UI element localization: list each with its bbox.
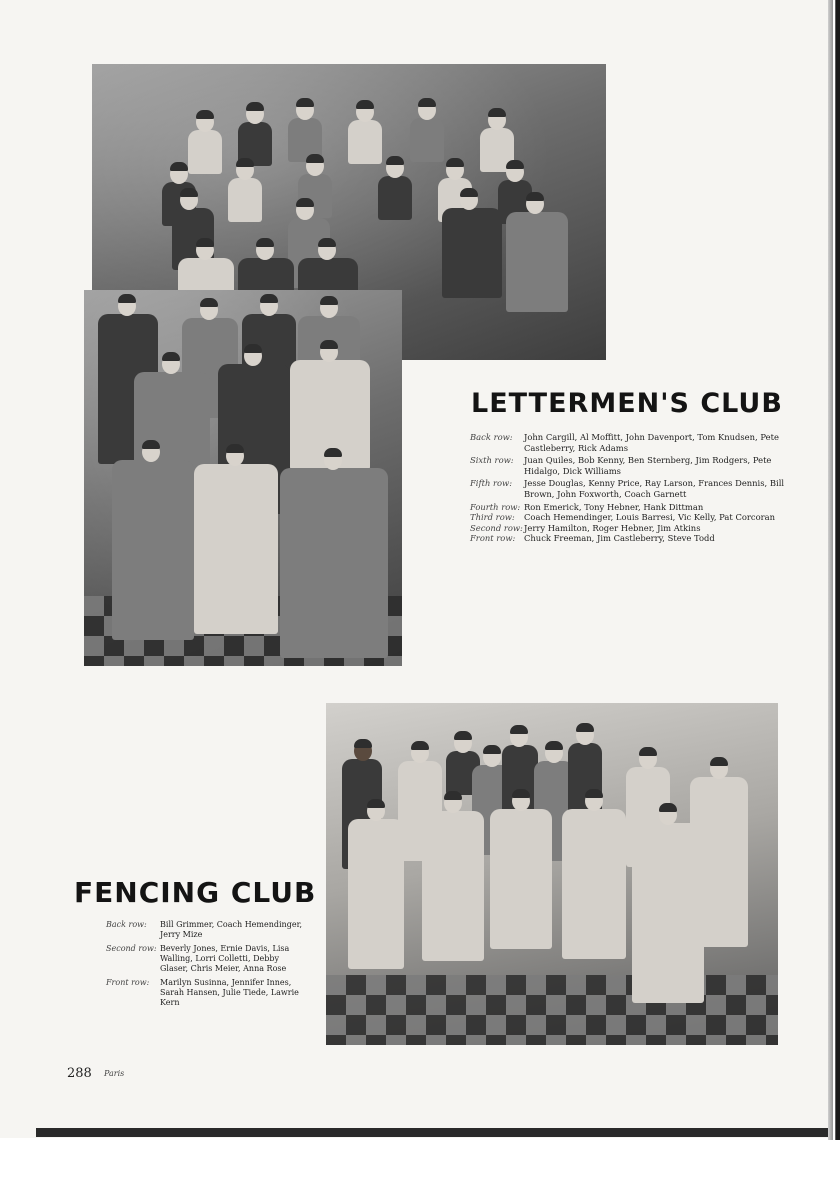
roster-row <box>470 512 788 523</box>
fencing-club-title: FENCING CLUB <box>74 876 317 909</box>
roster-row-label: Second row: <box>106 944 157 953</box>
school-name: Paris <box>104 1069 125 1078</box>
roster-row-names: Juan Quiles, Bob Kenny, Ben Sternberg, Jim Rodgers, Pete Hidalgo, Dick Williams <box>524 455 772 476</box>
roster-row <box>470 455 788 476</box>
roster-row <box>470 533 788 544</box>
roster-row <box>470 502 788 513</box>
roster-row-names: Coach Hemendinger, Louis Barresi, Vic Kelly, Pat Corcoran <box>524 512 776 523</box>
roster-row <box>470 478 788 499</box>
roster-row-names: Jesse Douglas, Kenny Price, Ray Larson, Frances Dennis, Bill Brown, John Foxworth, Coach Garnett <box>524 478 785 499</box>
roster-row <box>106 978 304 1008</box>
roster-row-label: Sixth row: <box>470 455 514 466</box>
roster-row-names: Chuck Freeman, Jim Castleberry, Steve Todd <box>524 533 715 544</box>
roster-row <box>106 920 304 940</box>
roster-row <box>470 523 788 534</box>
page-edge <box>828 0 840 1140</box>
roster-row-names: Beverly Jones, Ernie Davis, Lisa Walling, Lorri Colletti, Debby Glaser, Chris Meier, Anna Rose <box>160 944 290 973</box>
page-bottom-edge <box>36 1128 828 1137</box>
roster-row-names: Marilyn Susinna, Jennifer Innes, Sarah Hansen, Julie Tiede, Lawrie Kern <box>160 978 299 1007</box>
roster-row-label: Back row: <box>470 432 513 442</box>
roster-row-names: Jerry Hamilton, Roger Hebner, Jim Atkins <box>524 522 701 533</box>
roster-row-label: Front row: <box>470 533 516 544</box>
roster-row-names: John Cargill, Al Moffitt, John Davenport, Tom Knudsen, Pete Castleberry, Rick Adams <box>524 432 779 453</box>
roster-row-label: Front row: <box>106 978 150 987</box>
page-number: 288 <box>67 1066 92 1081</box>
roster-row-label: Fifth row: <box>470 478 513 489</box>
roster-row-names: Ron Emerick, Tony Hebner, Hank Dittman <box>524 501 704 512</box>
roster-row-label: Fourth row: <box>470 501 521 512</box>
roster-row-label: Second row: <box>470 522 523 533</box>
roster-row-names: Bill Grimmer, Coach Hemendinger, Jerry Mize <box>160 920 303 939</box>
roster-row <box>470 432 788 453</box>
lettermen-club-title: LETTERMEN'S CLUB <box>471 388 783 419</box>
fencing-club-photo <box>326 703 778 1045</box>
roster-row <box>106 944 304 974</box>
roster-row-label: Back row: <box>106 920 147 929</box>
fencing-club-roster <box>106 920 304 1010</box>
lettermen-club-photo-lower <box>84 290 402 666</box>
lettermen-club-roster <box>470 432 788 546</box>
roster-row-label: Third row: <box>470 512 515 523</box>
